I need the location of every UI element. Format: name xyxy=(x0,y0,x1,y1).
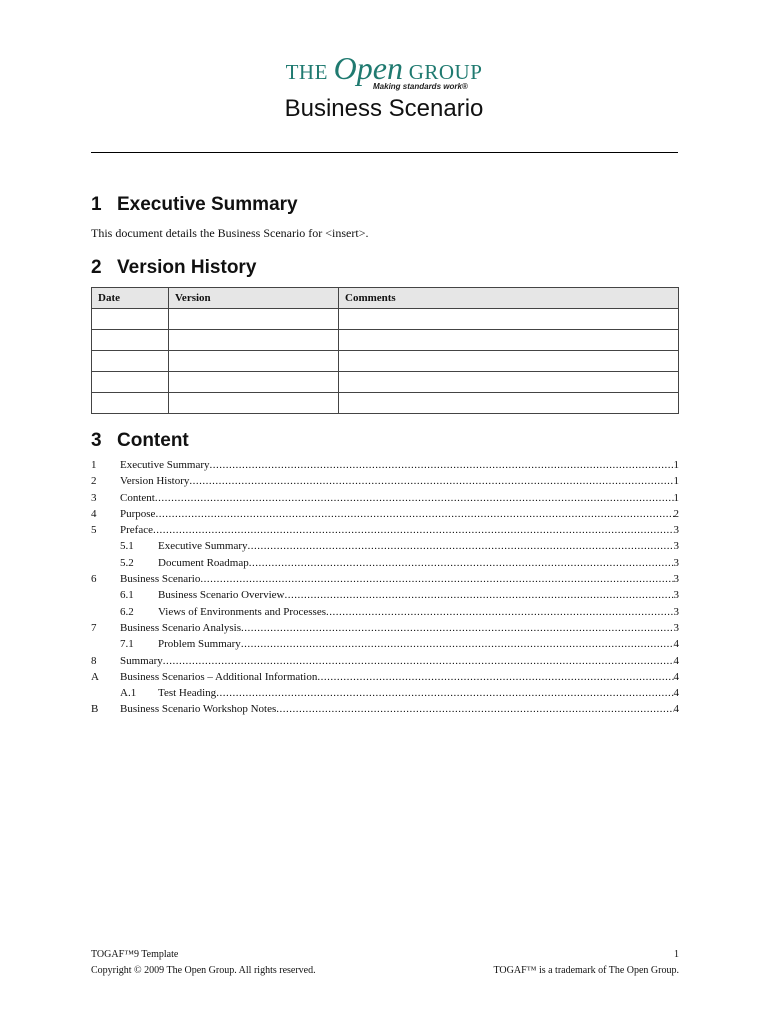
section-heading-version-history xyxy=(91,257,256,279)
toc-leader-dots xyxy=(249,557,674,569)
table-cell[interactable] xyxy=(339,393,679,414)
toc-entry[interactable] xyxy=(91,703,679,719)
toc-leader-dots xyxy=(200,573,673,585)
section-number: 3 xyxy=(91,430,102,451)
toc-entry[interactable] xyxy=(91,622,679,638)
toc-entry-page: 3 xyxy=(673,524,679,537)
table-cell[interactable] xyxy=(339,372,679,393)
toc-entry-page: 3 xyxy=(673,621,679,634)
toc-leader-dots xyxy=(210,459,674,471)
toc-entry-page: 1 xyxy=(673,459,679,471)
toc-entry-title: Problem Summary xyxy=(158,638,241,651)
toc-entry-title: Test Heading xyxy=(158,687,217,700)
toc-entry-number: 6.1 xyxy=(120,589,134,602)
version-history-table xyxy=(91,287,679,414)
title-divider xyxy=(91,152,678,153)
section-number: 1 xyxy=(91,194,102,215)
section-number: 2 xyxy=(91,257,102,278)
toc-entry-page: 1 xyxy=(673,475,679,488)
toc-entry-page: 4 xyxy=(673,703,679,716)
toc-entry-number: 6 xyxy=(91,573,97,586)
table-cell[interactable] xyxy=(339,351,679,372)
toc-leader-dots xyxy=(326,606,674,618)
table-cell[interactable] xyxy=(92,393,169,414)
toc-entry-number: 3 xyxy=(91,491,97,504)
toc-entry-number: 2 xyxy=(91,475,97,488)
table-row xyxy=(92,372,679,393)
toc-entry-page: 3 xyxy=(673,573,679,586)
toc-entry-number: 1 xyxy=(91,459,97,471)
table-cell[interactable] xyxy=(92,309,169,330)
table-cell[interactable] xyxy=(169,351,339,372)
toc-entry[interactable] xyxy=(91,459,679,475)
toc-entry-page: 4 xyxy=(673,670,679,683)
toc-entry-number: 5 xyxy=(91,524,97,537)
toc-entry[interactable] xyxy=(91,540,679,556)
toc-entry-number: 5.1 xyxy=(120,540,134,553)
toc-leader-dots xyxy=(163,655,674,667)
toc-entry[interactable] xyxy=(91,589,679,605)
toc-entry-page: 1 xyxy=(673,491,679,504)
toc-entry-number: A.1 xyxy=(120,687,137,700)
toc-entry-number: 6.2 xyxy=(120,605,134,618)
table-row xyxy=(92,309,679,330)
footer-template: TOGAF™9 Template xyxy=(91,949,179,960)
column-header-version: Version xyxy=(169,288,339,309)
footer-trademark: TOGAF™ is a trademark of The Open Group. xyxy=(493,965,679,976)
toc-entry-page: 4 xyxy=(673,654,679,667)
toc-entry-title: Document Roadmap xyxy=(158,556,249,569)
document-title: Business Scenario xyxy=(284,95,484,122)
toc-leader-dots xyxy=(189,475,673,487)
toc-entry-title: Business Scenarios – Additional Information xyxy=(120,670,318,683)
toc-entry-number: 4 xyxy=(91,507,97,520)
toc-entry-title: Executive Summary xyxy=(120,459,210,471)
section-title: Version History xyxy=(117,257,257,278)
section-title: Content xyxy=(117,430,189,451)
toc-entry[interactable] xyxy=(91,492,679,508)
toc-entry-page: 2 xyxy=(673,507,679,520)
column-header-comments: Comments xyxy=(339,288,679,309)
toc-entry[interactable] xyxy=(91,573,679,589)
logo-the: THE xyxy=(285,60,328,84)
toc-entry-page: 3 xyxy=(673,605,679,618)
toc-entry-title: Content xyxy=(120,491,155,504)
table-cell[interactable] xyxy=(169,330,339,351)
toc-entry[interactable] xyxy=(91,671,679,687)
toc-leader-dots xyxy=(248,540,674,552)
executive-summary-text: This document details the Business Scenario for <insert>. xyxy=(91,226,369,240)
toc-entry-title: Business Scenario Analysis xyxy=(120,621,241,634)
toc-leader-dots xyxy=(155,508,673,520)
toc-entry-page: 4 xyxy=(673,687,679,700)
toc-entry-title: Business Scenario Overview xyxy=(158,589,285,602)
toc-entry-title: Purpose xyxy=(120,507,156,520)
section-heading-executive-summary xyxy=(91,194,298,216)
toc-entry-title: Preface xyxy=(120,524,153,537)
toc-entry-number: 5.2 xyxy=(120,556,134,569)
table-cell[interactable] xyxy=(169,309,339,330)
logo-group: GROUP xyxy=(408,60,483,84)
toc-entry-page: 3 xyxy=(673,589,679,602)
toc-entry-title: Summary xyxy=(120,654,163,667)
toc-leader-dots xyxy=(284,589,673,601)
table-header-row xyxy=(92,288,679,309)
toc-entry[interactable] xyxy=(91,524,679,540)
table-cell[interactable] xyxy=(92,330,169,351)
logo-tagline: Making standards work® xyxy=(373,82,468,91)
table-cell[interactable] xyxy=(339,330,679,351)
table-cell[interactable] xyxy=(92,351,169,372)
toc-leader-dots xyxy=(241,638,674,650)
toc-entry-number: 8 xyxy=(91,654,97,667)
toc-entry[interactable] xyxy=(91,655,679,671)
table-cell[interactable] xyxy=(339,309,679,330)
toc-entry-title: Version History xyxy=(120,475,190,488)
toc-entry-number: 7.1 xyxy=(120,638,134,651)
toc-entry[interactable] xyxy=(91,687,679,703)
toc-entry[interactable] xyxy=(91,638,679,654)
toc-entry-title: Business Scenario Workshop Notes xyxy=(120,703,277,716)
toc-leader-dots xyxy=(155,492,674,504)
toc-entry-number: B xyxy=(91,703,99,716)
logo-open: Open xyxy=(333,50,403,86)
toc-entry[interactable] xyxy=(91,508,679,524)
section-title: Executive Summary xyxy=(117,194,298,215)
table-of-contents xyxy=(91,459,679,720)
toc-entry-page: 3 xyxy=(673,556,679,569)
toc-leader-dots xyxy=(216,687,673,699)
toc-entry-page: 3 xyxy=(673,540,679,553)
toc-entry-number: 7 xyxy=(91,621,97,634)
table-row xyxy=(92,330,679,351)
footer-page-number: 1 xyxy=(674,949,679,960)
toc-entry-title: Views of Environments and Processes xyxy=(158,605,326,618)
section-heading-content xyxy=(91,430,189,452)
table-row xyxy=(92,351,679,372)
toc-entry[interactable] xyxy=(91,475,679,491)
footer-copyright: Copyright © 2009 The Open Group. All rights reserved. xyxy=(91,965,316,976)
table-cell[interactable] xyxy=(92,372,169,393)
toc-entry[interactable] xyxy=(91,606,679,622)
toc-entry-title: Executive Summary xyxy=(158,540,248,553)
table-cell[interactable] xyxy=(169,372,339,393)
toc-leader-dots xyxy=(317,671,673,683)
toc-entry-title: Business Scenario xyxy=(120,573,201,586)
toc-leader-dots xyxy=(276,703,673,715)
column-header-date: Date xyxy=(92,288,169,309)
toc-leader-dots xyxy=(241,622,674,634)
toc-entry[interactable] xyxy=(91,557,679,573)
table-cell[interactable] xyxy=(169,393,339,414)
toc-entry-number: A xyxy=(91,670,99,683)
toc-leader-dots xyxy=(153,524,674,536)
table-row xyxy=(92,393,679,414)
toc-entry-page: 4 xyxy=(673,638,679,651)
